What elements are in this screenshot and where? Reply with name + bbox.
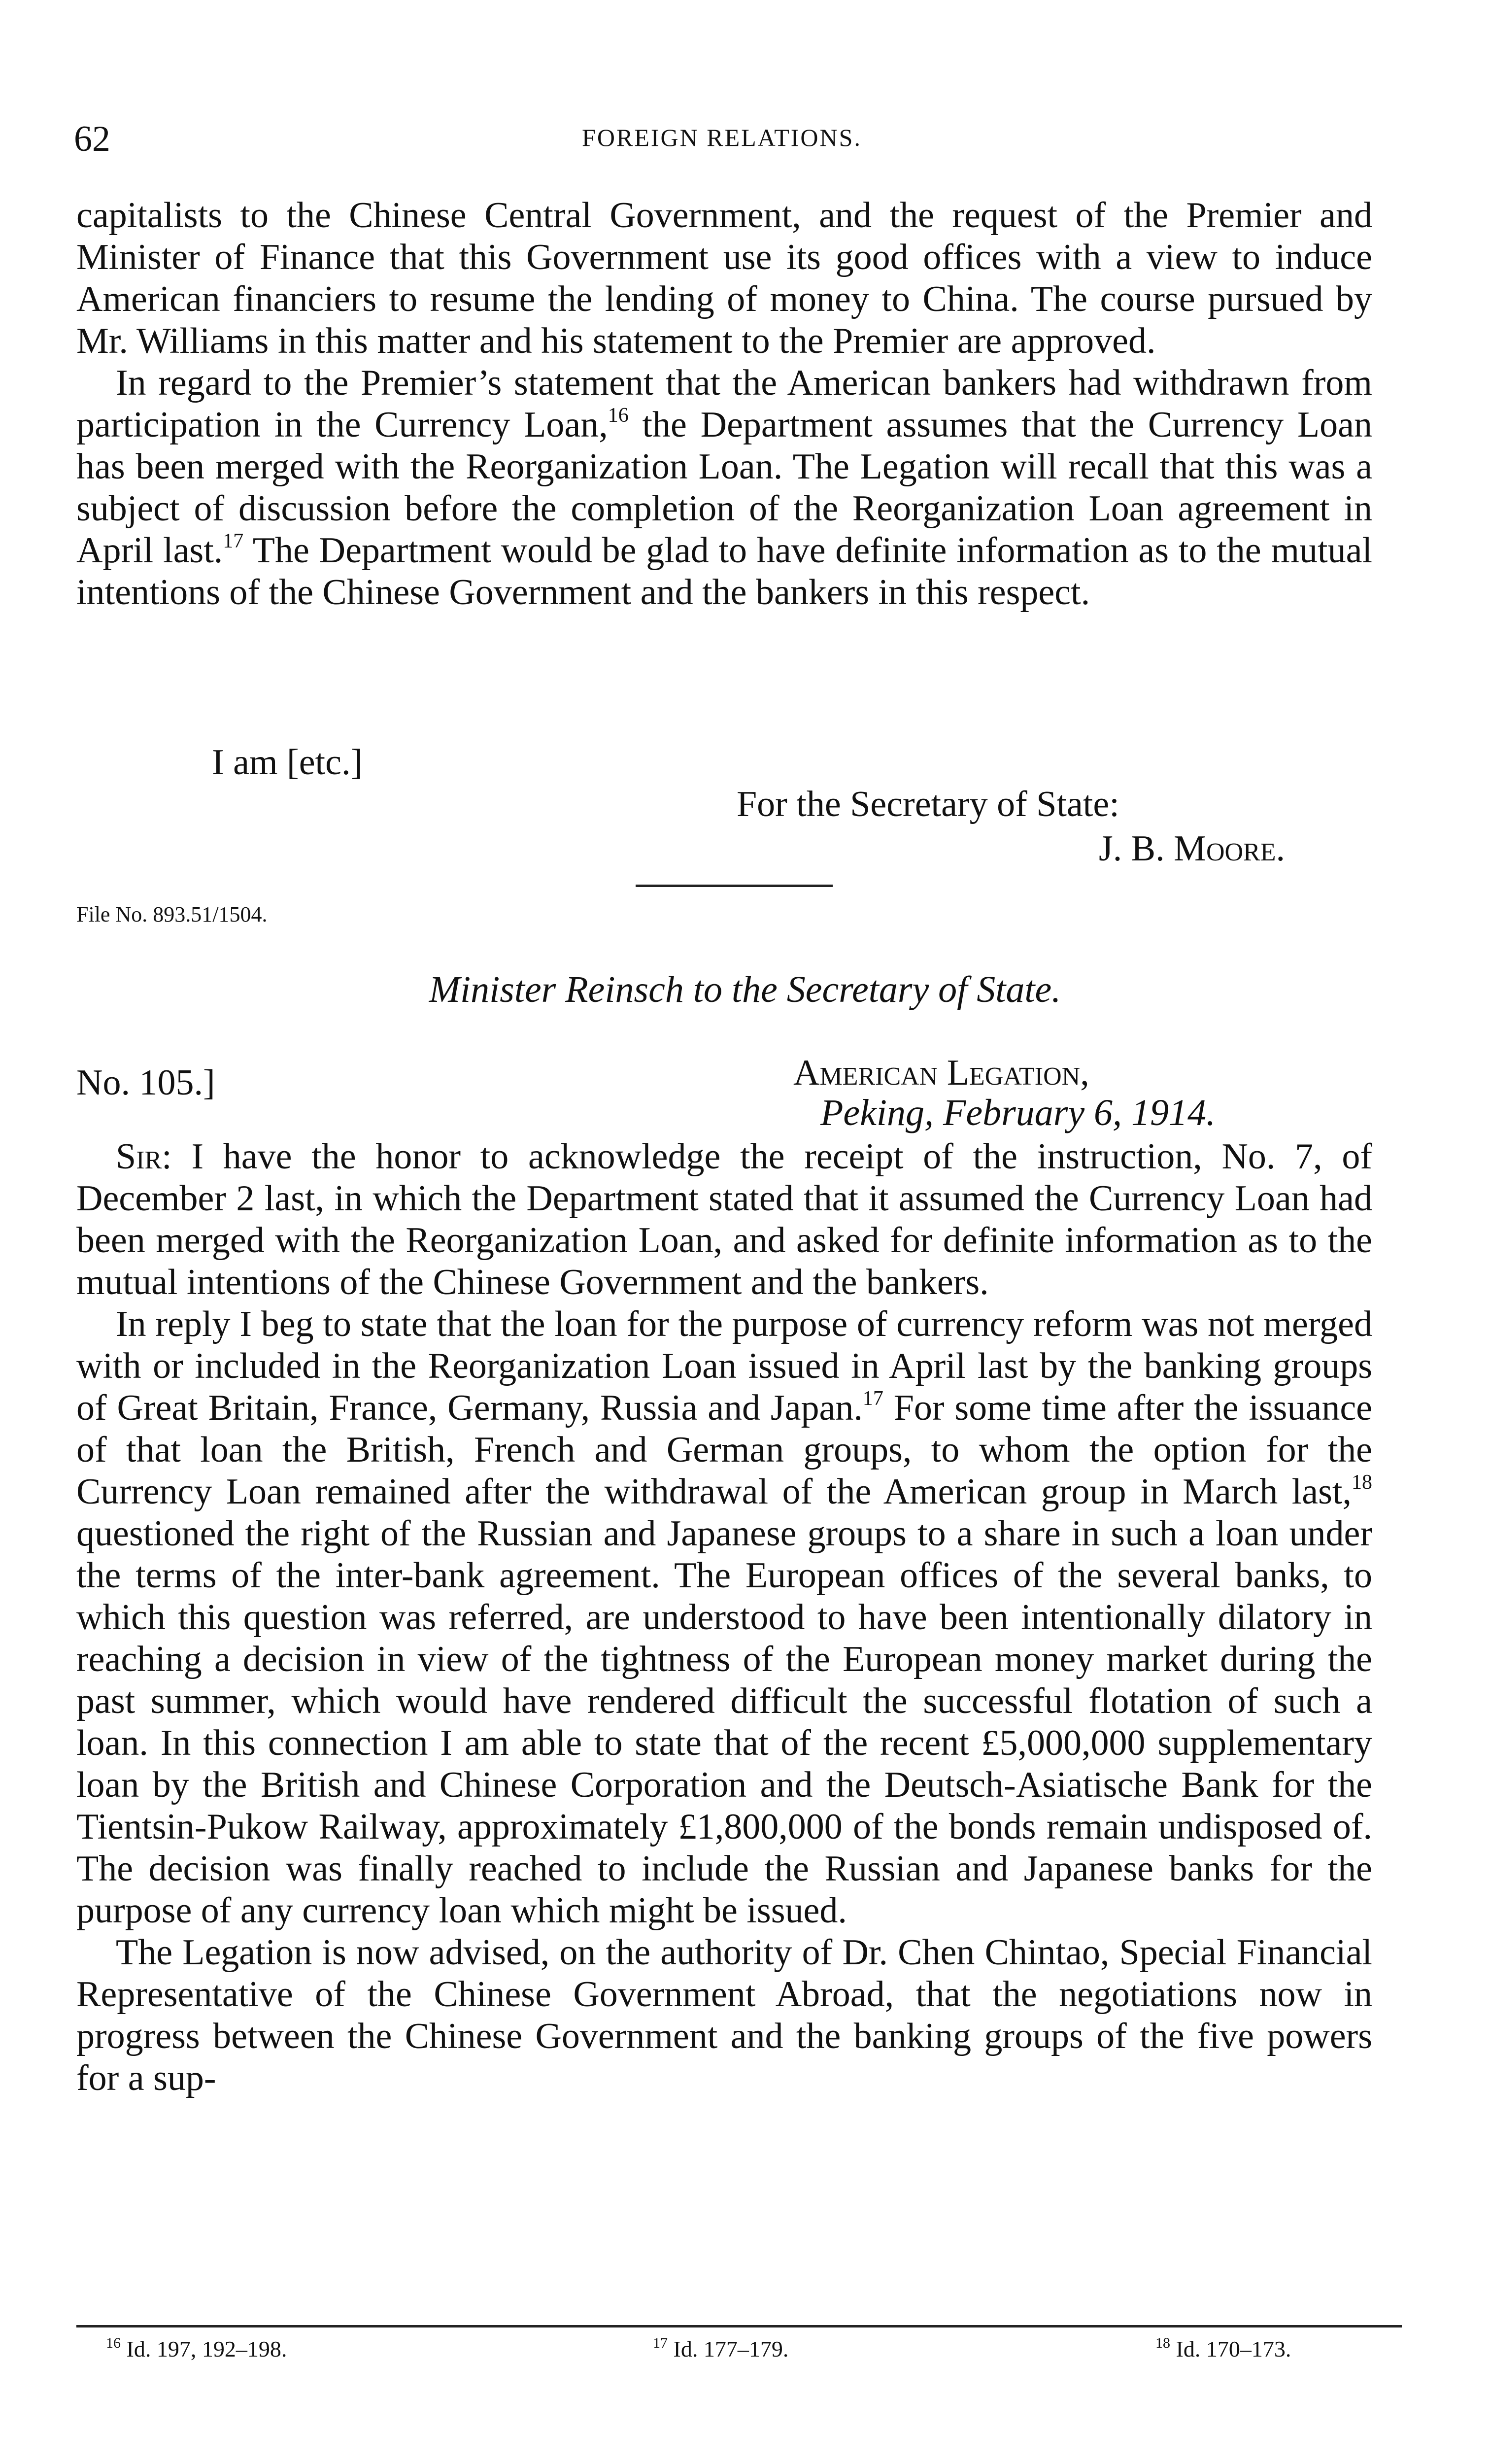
footnote-ref: 17 bbox=[862, 1387, 883, 1410]
footnote bbox=[106, 2336, 287, 2362]
paragraph bbox=[76, 362, 1372, 614]
salutation: Sir: bbox=[116, 1136, 172, 1177]
first-letter-body bbox=[76, 195, 1372, 614]
closing: I am [etc.] bbox=[212, 742, 363, 783]
footnote-marker: 17 bbox=[653, 2335, 668, 2351]
footnote-ref: 18 bbox=[1352, 1471, 1372, 1494]
signature-name: Moore. bbox=[1174, 828, 1286, 869]
footnote bbox=[653, 2336, 788, 2362]
footnote-marker: 18 bbox=[1155, 2335, 1170, 2351]
running-title: FOREIGN RELATIONS. bbox=[582, 124, 862, 151]
paragraph-text: For some time after the issuance of that loan the British, French and German groups, to whom the option for the Currency Loan remained after the withdrawal of the American group in March last, bbox=[76, 1388, 1373, 1512]
paragraph-text: the Department assumes that the Currency Loan has been merged with the Reorganization Loan. The Legation will recall that this was a subject of discussion before the completion of the Reorganization Loan agreement in April last. bbox=[76, 405, 1372, 571]
page-number: 62 bbox=[74, 119, 110, 159]
paragraph-text: The Department would be glad to have definite information as to the mutual intentions of the Chinese Government and the bankers in this respect. bbox=[76, 530, 1373, 613]
place-date-line: Peking, February 6, 1914. bbox=[820, 1092, 1216, 1133]
signature bbox=[1099, 828, 1285, 870]
legation-line: American Legation, bbox=[793, 1053, 1089, 1093]
footnote-text: Id. 197, 192–198. bbox=[121, 2336, 287, 2361]
paragraph: capitalists to the Chinese Central Government, and the request of the Premier and Minister of Finance that this Government use its good offices with a view to induce American financiers to resume the lending of money to China. The course pursued by Mr. Williams in this matter and his statement to the Premier are approved. bbox=[76, 195, 1372, 361]
letter-heading: Minister Reinsch to the Secretary of State. bbox=[429, 969, 1061, 1010]
paragraph: The Legation is now advised, on the authority of Dr. Chen Chintao, Special Financial Representative of the Chinese Government Abroad, that the negotiations now in progress between the Chinese Government and the banking groups of the five powers for a sup- bbox=[76, 1932, 1372, 2098]
dispatch-number: No. 105.] bbox=[76, 1062, 215, 1103]
paragraph-text: I have the honor to acknowledge the receipt of the instruction, No. 7, of December 2 last, in which the Department stated that it assumed the Currency Loan had been merged with the Reorganization Loan, and asked for definite information as to the mutual intentions of the Chinese Government and the bankers. bbox=[76, 1136, 1372, 1302]
paragraph-text: In reply I beg to state that the loan for the purpose of currency reform was not merged with or included in the Reorganization Loan issued in April last by the banking groups of Great Britain, France, Germany, Russia and Japan. bbox=[76, 1304, 1372, 1428]
file-number: File No. 893.51/1504. bbox=[76, 902, 268, 926]
footnote-rule bbox=[76, 2325, 1402, 2327]
paragraph bbox=[76, 1303, 1372, 1932]
footnote-marker: 16 bbox=[106, 2335, 121, 2351]
paragraph bbox=[76, 1136, 1372, 1303]
second-letter-body bbox=[76, 1136, 1372, 2099]
footnote-text: Id. 177–179. bbox=[668, 2336, 789, 2361]
paragraph-text: In regard to the Premier’s statement that the American bankers had withdrawn from participation in the Currency Loan, bbox=[76, 363, 1372, 445]
signature-initials: J. B. bbox=[1099, 828, 1174, 869]
paragraph-text: questioned the right of the Russian and Japanese groups to a share in such a loan under the terms of the inter-bank agreement. The European offices of the several banks, to which this question was referred, are understood to have been intentionally dilatory in reaching a decision in view of the tightness of the European money market during the past summer, which would have rendered difficult the successful flotation of such a loan. In this connection I am able to state that of the recent £5,000,000 supplementary loan by the British and Chinese Corporation and the Deutsch-Asiatische Bank for the Tientsin-Pukow Railway, approximately £1,800,000 of the bonds remain undisposed of. The decision was finally reached to include the Russian and Japanese banks for the purpose of any currency loan which might be issued. bbox=[76, 1513, 1372, 1931]
footnote bbox=[1155, 2336, 1291, 2362]
footnote-ref: 16 bbox=[608, 404, 629, 427]
section-divider bbox=[636, 885, 833, 887]
running-head bbox=[74, 118, 1370, 163]
for-secretary-line: For the Secretary of State: bbox=[737, 784, 1119, 824]
footnote-text: Id. 170–173. bbox=[1170, 2336, 1291, 2361]
footnote-ref: 17 bbox=[223, 530, 244, 552]
